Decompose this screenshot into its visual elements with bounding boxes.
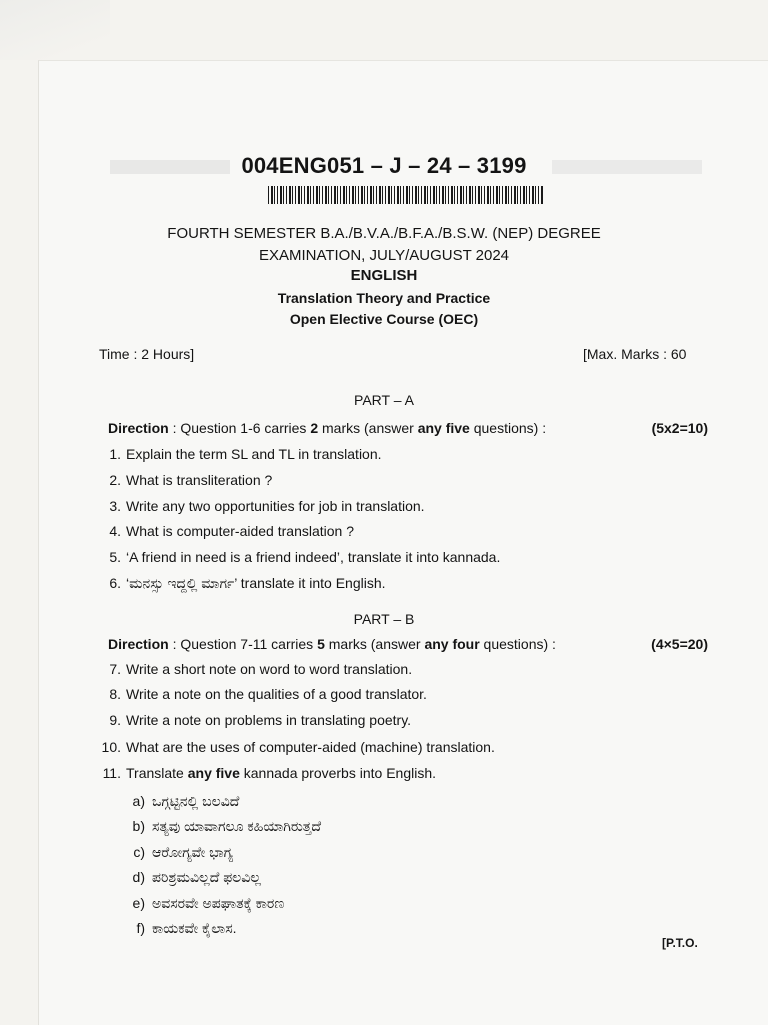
exam-session: EXAMINATION, JULY/AUGUST 2024: [258, 247, 510, 264]
proverb-item: d) ಪರಿಶ್ರಮವಿಲ್ಲದೆ ಫಲವಿಲ್ಲ: [132, 869, 262, 885]
question-item: 3. Write any two opportunities for job in translation.: [109, 498, 425, 514]
question-item: 7. Write a short note on word to word translation.: [109, 661, 413, 677]
part-b-marks-total: (4×5=20): [651, 636, 708, 652]
part-a-heading: PART – A: [354, 392, 414, 408]
question-item: 10. What are the uses of computer-aided (machine) translation.: [101, 739, 495, 755]
proverb-item: b) ಸತ್ಯವು ಯಾವಾಗಲೂ ಕಹಿಯಾಗಿರುತ್ತದೆ: [132, 818, 322, 834]
part-a-direction: Direction : Question 1-6 carries 2 marks (answer any five questions) : (5x2=10): [108, 420, 708, 436]
question-item: 8. Write a note on the qualities of a good translator.: [109, 686, 427, 702]
question-item: 6. ‘ಮನಸ್ಸು ಇದ್ದಲ್ಲಿ ಮಾರ್ಗ’ translate it into English.: [109, 575, 386, 591]
barcode: [268, 186, 543, 204]
proverb-item: a) ಒಗ್ಗಟ್ಟಿನಲ್ಲಿ ಬಲವಿದೆ: [132, 793, 240, 809]
degree-line: FOURTH SEMESTER B.A./B.V.A./B.F.A./B.S.W. (NEP) DEGREE: [167, 225, 601, 242]
question-item: 9. Write a note on problems in translating poetry.: [109, 712, 412, 728]
part-a-marks-total: (5x2=10): [651, 420, 708, 436]
paper-title: Translation Theory and Practice: [277, 290, 491, 306]
question-item: 5. ‘A friend in need is a friend indeed’, translate it into kannada.: [109, 549, 501, 565]
max-marks: [Max. Marks : 60: [583, 346, 687, 362]
proverb-item: c) ಆರೋಗ್ಯವೇ ಭಾಗ್ಯ: [133, 844, 234, 860]
proverb-item: f) ಕಾಯಕವೇ ಕೈಲಾಸ.: [136, 920, 237, 936]
exam-paper-sheet: [38, 60, 768, 1025]
proverb-item: e) ಅವಸರವೇ ಅಪಘಾತಕ್ಕೆ ಕಾರಣ: [132, 895, 285, 911]
question-item: 11. Translate any five kannada proverbs into English.: [102, 765, 436, 781]
page-corner: [0, 0, 110, 60]
question-item: 1. Explain the term SL and TL in translation.: [109, 446, 382, 462]
question-item: 4. What is computer-aided translation ?: [109, 523, 354, 539]
direction-label: Direction: [108, 636, 169, 652]
direction-label: Direction: [108, 420, 169, 436]
please-turn-over: [P.T.O.: [662, 936, 698, 950]
question-item: 2. What is transliteration ?: [109, 472, 273, 488]
paper-code: 004ENG051 – J – 24 – 3199: [241, 153, 527, 178]
exam-duration: Time : 2 Hours]: [99, 346, 195, 362]
part-b-direction: Direction : Question 7-11 carries 5 marks (answer any four questions) : (4×5=20): [108, 636, 708, 652]
course-type: Open Elective Course (OEC): [289, 311, 479, 327]
part-b-heading: PART – B: [353, 611, 415, 627]
subject-title: ENGLISH: [350, 267, 418, 284]
